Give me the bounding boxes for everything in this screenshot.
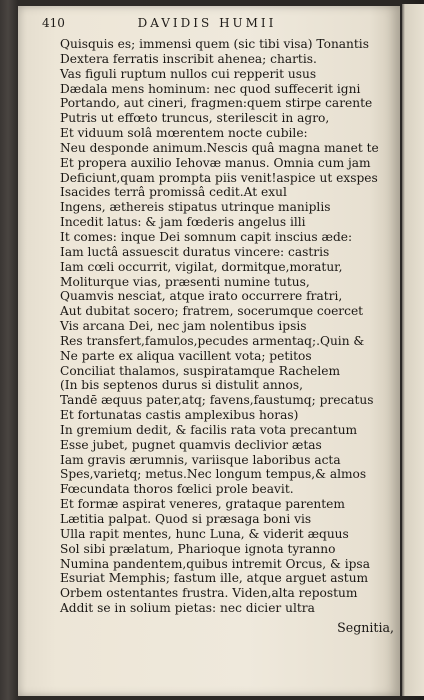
poem-line: Numina pandentem,quibus intremit Orcus, & ipsa [60, 556, 370, 571]
poem-line: Incedit latus: & jam fœderis angelus illi [60, 215, 306, 230]
poem-line: Ulla rapit mentes, hunc Luna, & viderit æquus [60, 526, 349, 541]
poem-line: Vis arcana Dei, nec jam nolentibus ipsis [60, 319, 307, 334]
poem-line: Conciliat thalamos, suspiratamque Rachelem [60, 363, 341, 378]
poem-line: Vas figuli ruptum nullos cui repperit usus [60, 66, 317, 81]
poem-line: Sol sibi prælatum, Pharioque ignota tyranno [60, 541, 336, 556]
poem-line: Fœcundata thoros fœlici prole beavit. [60, 482, 294, 497]
poem-line: Quisquis es; immensi quem (sic tibi visa) Tonantis [60, 37, 369, 51]
poem-line: It comes: inque Dei somnum capit inscius æde: [60, 229, 353, 244]
poem-line: Lætitia palpat. Quod si præsaga boni vis [60, 512, 312, 526]
poem-line: Isacides terrâ promissâ cedit.At exul [60, 185, 287, 200]
poem-line: Et fortunatas castis amplexibus horas) [60, 408, 299, 423]
poem-line: Et formæ aspirat veneres, grataque parentem [60, 497, 345, 512]
poem-line: Tandē æquus pater,atq; favens,faustumq; precatus [60, 393, 374, 408]
catchword: Segnitia, [337, 620, 394, 635]
poem-line: Ne parte ex aliqua vacillent vota; petitos [60, 348, 312, 363]
poem-line: Quamvis nesciat, atque irato occurrere fratri, [60, 289, 343, 304]
poem-line: Res transfert,famulos,pecudes armentaq;.Quin & [60, 333, 365, 348]
running-title: DAVIDIS HUMII [137, 16, 277, 30]
poem-line: Putris ut effœto truncus, sterilescit in agro, [60, 111, 330, 126]
poem-line: Iam gravis ærumnis, variisque laboribus acta [60, 452, 341, 467]
poem-line: Et propera auxilio Iehovæ manus. Omnia cum jam [60, 155, 371, 170]
poem-line: Esuriat Memphis; fastum ille, atque arguet astum [60, 571, 369, 586]
page-number: 410 [42, 16, 65, 30]
poem-line: Neu desponde animum.Nescis quâ magna manet te [60, 140, 379, 155]
poem-line: Aut dubitat socero; fratrem, socerumque coercet [60, 304, 364, 319]
poem-line: Spes,varietq; metus.Nec longum tempus,& almos [60, 467, 367, 482]
poem-line: Et viduum solâ mœrentem nocte cubile: [60, 126, 308, 141]
poem-line: In gremium dedit, & facilis rata vota precantum [60, 422, 358, 437]
adjacent-page-edge [402, 4, 424, 696]
poem-line: Moliturque vias, præsenti numine tutus, [60, 274, 310, 289]
poem-line: Orbem ostentantes frustra. Viden,alta repostum [60, 586, 358, 601]
poem-line: Addit se in solium pietas: nec dicier ultra [60, 601, 315, 616]
poem-line: Deficiunt,quam prompta piis venit!aspice ut exspes [60, 170, 378, 185]
poem-line: Iam luctâ assuescit duratus vincere: castris [60, 244, 330, 259]
poem-line: Dædala mens hominum: nec quod suffecerit igni [60, 81, 361, 96]
poem-line: Iam cœli occurrit, vigilat, dormitque,moratur, [60, 259, 343, 274]
poem-line: Dextera ferratis inscribit ahenea; chartis. [60, 51, 317, 66]
poem-line: Portando, aut cineri, fragmen:quem stirpe carente [60, 96, 373, 111]
poem-text [60, 37, 384, 616]
poem-line: Ingens, æthereis stipatus utrinque maniplis [60, 200, 331, 215]
poem-line: Esse jubet, pugnet quamvis declivior ætas [60, 437, 322, 452]
poem-line: (In bis septenos durus si distulit annos, [60, 378, 303, 393]
